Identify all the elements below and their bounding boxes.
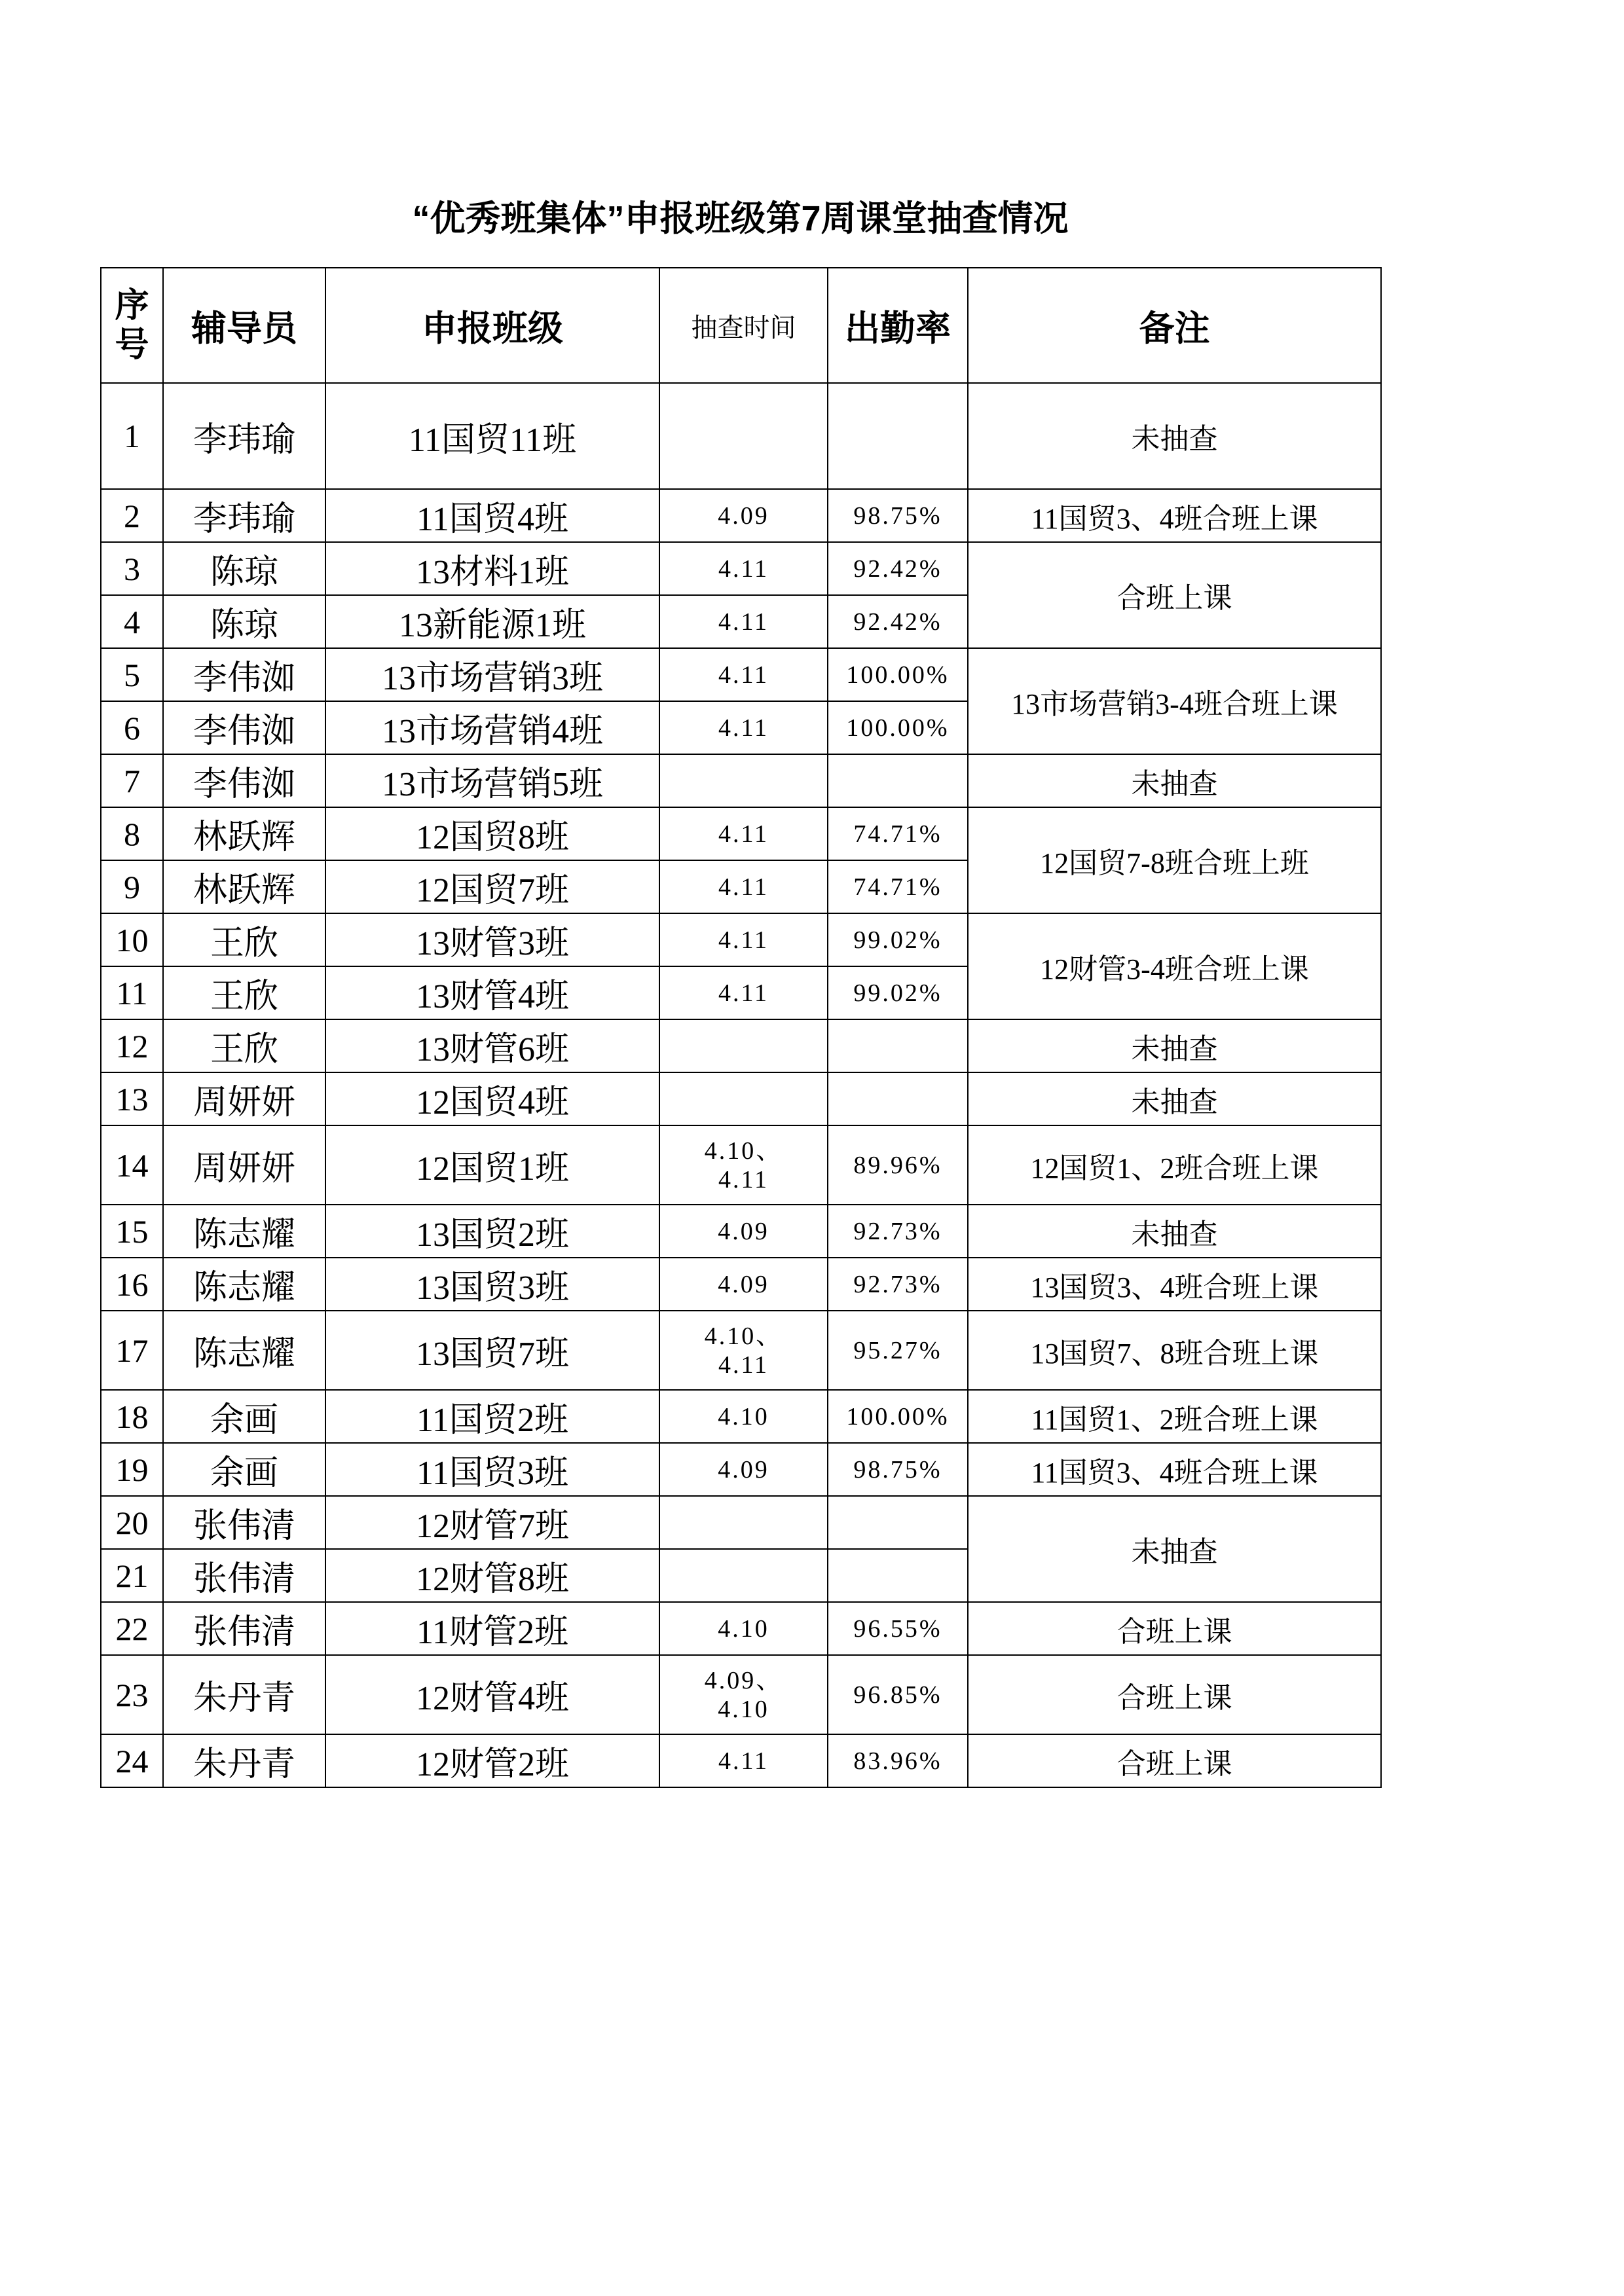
cell-serial-no: 19 xyxy=(101,1443,163,1496)
cell-serial-no: 16 xyxy=(101,1258,163,1311)
cell-check-date: 4.09 xyxy=(659,1205,828,1258)
cell-check-date: 4.11 xyxy=(659,913,828,966)
cell-check-date xyxy=(659,383,828,489)
cell-check-date: 4.11 xyxy=(659,595,828,648)
cell-check-date: 4.10、 4.11 xyxy=(659,1311,828,1390)
table-row xyxy=(101,1390,1381,1443)
cell-class: 13材料1班 xyxy=(325,542,659,595)
cell-serial-no: 15 xyxy=(101,1205,163,1258)
cell-attendance-rate: 100.00% xyxy=(828,648,968,701)
table-row xyxy=(101,1311,1381,1390)
cell-counselor: 周妍妍 xyxy=(163,1125,325,1205)
inspection-table xyxy=(100,267,1382,1788)
cell-attendance-rate: 74.71% xyxy=(828,860,968,913)
cell-serial-no: 8 xyxy=(101,807,163,860)
cell-check-date xyxy=(659,1019,828,1072)
cell-attendance-rate xyxy=(828,383,968,489)
table-row xyxy=(101,1072,1381,1125)
cell-serial-no: 12 xyxy=(101,1019,163,1072)
cell-class: 12财管7班 xyxy=(325,1496,659,1549)
header-serial-no: 序号 xyxy=(101,268,163,383)
cell-class: 13国贸2班 xyxy=(325,1205,659,1258)
cell-attendance-rate xyxy=(828,1549,968,1602)
table-row xyxy=(101,754,1381,807)
cell-attendance-rate: 100.00% xyxy=(828,701,968,754)
cell-counselor: 陈志耀 xyxy=(163,1311,325,1390)
table-row xyxy=(101,913,1381,966)
table-row xyxy=(101,1602,1381,1655)
cell-counselor: 李玮瑜 xyxy=(163,489,325,542)
cell-check-date: 4.09、 4.10 xyxy=(659,1655,828,1734)
cell-attendance-rate: 92.42% xyxy=(828,595,968,648)
cell-attendance-rate: 92.73% xyxy=(828,1205,968,1258)
cell-serial-no: 18 xyxy=(101,1390,163,1443)
header-class: 申报班级 xyxy=(325,268,659,383)
table-row xyxy=(101,542,1381,595)
cell-serial-no: 17 xyxy=(101,1311,163,1390)
cell-check-date: 4.09 xyxy=(659,1443,828,1496)
cell-attendance-rate xyxy=(828,1496,968,1549)
cell-remark: 13市场营销3-4班合班上课 xyxy=(968,648,1381,754)
cell-class: 12国贸8班 xyxy=(325,807,659,860)
cell-check-date: 4.11 xyxy=(659,542,828,595)
cell-check-date: 4.11 xyxy=(659,966,828,1019)
cell-remark: 13国贸3、4班合班上课 xyxy=(968,1258,1381,1311)
cell-class: 13市场营销3班 xyxy=(325,648,659,701)
cell-counselor: 朱丹青 xyxy=(163,1655,325,1734)
cell-attendance-rate: 83.96% xyxy=(828,1734,968,1787)
cell-remark: 12国贸1、2班合班上课 xyxy=(968,1125,1381,1205)
cell-class: 13新能源1班 xyxy=(325,595,659,648)
cell-counselor: 李伟洳 xyxy=(163,648,325,701)
cell-counselor: 林跃辉 xyxy=(163,807,325,860)
table-row xyxy=(101,1205,1381,1258)
table-row xyxy=(101,1443,1381,1496)
cell-counselor: 张伟清 xyxy=(163,1602,325,1655)
cell-remark: 合班上课 xyxy=(968,1602,1381,1655)
cell-class: 13国贸7班 xyxy=(325,1311,659,1390)
cell-serial-no: 22 xyxy=(101,1602,163,1655)
cell-counselor: 张伟清 xyxy=(163,1496,325,1549)
cell-remark: 合班上课 xyxy=(968,1734,1381,1787)
cell-serial-no: 2 xyxy=(101,489,163,542)
cell-serial-no: 1 xyxy=(101,383,163,489)
cell-counselor: 陈琼 xyxy=(163,542,325,595)
cell-counselor: 余画 xyxy=(163,1390,325,1443)
cell-serial-no: 13 xyxy=(101,1072,163,1125)
cell-counselor: 王欣 xyxy=(163,1019,325,1072)
cell-remark: 未抽查 xyxy=(968,1205,1381,1258)
cell-attendance-rate: 98.75% xyxy=(828,1443,968,1496)
cell-attendance-rate: 96.55% xyxy=(828,1602,968,1655)
cell-attendance-rate: 98.75% xyxy=(828,489,968,542)
cell-class: 13市场营销5班 xyxy=(325,754,659,807)
cell-counselor: 王欣 xyxy=(163,966,325,1019)
cell-check-date xyxy=(659,1549,828,1602)
cell-class: 11国贸3班 xyxy=(325,1443,659,1496)
cell-remark: 12国贸7-8班合班上班 xyxy=(968,807,1381,913)
cell-serial-no: 20 xyxy=(101,1496,163,1549)
cell-attendance-rate: 92.42% xyxy=(828,542,968,595)
cell-check-date: 4.11 xyxy=(659,807,828,860)
cell-class: 12财管8班 xyxy=(325,1549,659,1602)
cell-class: 13财管3班 xyxy=(325,913,659,966)
cell-remark: 11国贸1、2班合班上课 xyxy=(968,1390,1381,1443)
header-check-date: 抽查时间 xyxy=(659,268,828,383)
cell-class: 13国贸3班 xyxy=(325,1258,659,1311)
table-row xyxy=(101,489,1381,542)
cell-attendance-rate: 99.02% xyxy=(828,966,968,1019)
table-row xyxy=(101,1655,1381,1734)
cell-check-date: 4.09 xyxy=(659,1258,828,1311)
page-title: “优秀班集体”申报班级第7周课堂抽查情况 xyxy=(412,199,1069,238)
cell-attendance-rate xyxy=(828,754,968,807)
cell-class: 11国贸11班 xyxy=(325,383,659,489)
table-row xyxy=(101,383,1381,489)
cell-check-date xyxy=(659,1072,828,1125)
cell-check-date: 4.10 xyxy=(659,1602,828,1655)
cell-check-date: 4.10、 4.11 xyxy=(659,1125,828,1205)
cell-attendance-rate xyxy=(828,1072,968,1125)
header-remark: 备注 xyxy=(968,268,1381,383)
cell-serial-no: 9 xyxy=(101,860,163,913)
cell-remark: 未抽查 xyxy=(968,754,1381,807)
cell-class: 11财管2班 xyxy=(325,1602,659,1655)
table-row xyxy=(101,807,1381,860)
cell-check-date: 4.11 xyxy=(659,1734,828,1787)
cell-counselor: 朱丹青 xyxy=(163,1734,325,1787)
cell-counselor: 李玮瑜 xyxy=(163,383,325,489)
cell-serial-no: 21 xyxy=(101,1549,163,1602)
cell-counselor: 周妍妍 xyxy=(163,1072,325,1125)
cell-check-date xyxy=(659,1496,828,1549)
cell-class: 13财管6班 xyxy=(325,1019,659,1072)
table-row xyxy=(101,1125,1381,1205)
cell-remark: 未抽查 xyxy=(968,1019,1381,1072)
cell-attendance-rate: 100.00% xyxy=(828,1390,968,1443)
cell-class: 12国贸7班 xyxy=(325,860,659,913)
cell-remark: 11国贸3、4班合班上课 xyxy=(968,489,1381,542)
cell-class: 12财管4班 xyxy=(325,1655,659,1734)
table-row xyxy=(101,1496,1381,1549)
table-row xyxy=(101,648,1381,701)
cell-counselor: 陈琼 xyxy=(163,595,325,648)
cell-remark: 12财管3-4班合班上课 xyxy=(968,913,1381,1019)
cell-class: 13市场营销4班 xyxy=(325,701,659,754)
cell-serial-no: 6 xyxy=(101,701,163,754)
cell-check-date: 4.11 xyxy=(659,648,828,701)
cell-remark: 合班上课 xyxy=(968,1655,1381,1734)
cell-counselor: 李伟洳 xyxy=(163,701,325,754)
cell-check-date: 4.10 xyxy=(659,1390,828,1443)
cell-counselor: 李伟洳 xyxy=(163,754,325,807)
cell-attendance-rate xyxy=(828,1019,968,1072)
cell-attendance-rate: 99.02% xyxy=(828,913,968,966)
cell-serial-no: 14 xyxy=(101,1125,163,1205)
cell-attendance-rate: 74.71% xyxy=(828,807,968,860)
cell-counselor: 陈志耀 xyxy=(163,1258,325,1311)
cell-attendance-rate: 96.85% xyxy=(828,1655,968,1734)
cell-serial-no: 10 xyxy=(101,913,163,966)
cell-class: 12国贸1班 xyxy=(325,1125,659,1205)
cell-serial-no: 3 xyxy=(101,542,163,595)
cell-remark: 未抽查 xyxy=(968,383,1381,489)
header-attendance-rate: 出勤率 xyxy=(828,268,968,383)
cell-serial-no: 23 xyxy=(101,1655,163,1734)
table-row xyxy=(101,1019,1381,1072)
cell-class: 12国贸4班 xyxy=(325,1072,659,1125)
cell-remark: 未抽查 xyxy=(968,1072,1381,1125)
cell-remark: 13国贸7、8班合班上课 xyxy=(968,1311,1381,1390)
cell-serial-no: 11 xyxy=(101,966,163,1019)
cell-remark: 未抽查 xyxy=(968,1496,1381,1602)
cell-counselor: 张伟清 xyxy=(163,1549,325,1602)
cell-check-date: 4.09 xyxy=(659,489,828,542)
cell-remark: 11国贸3、4班合班上课 xyxy=(968,1443,1381,1496)
cell-remark: 合班上课 xyxy=(968,542,1381,648)
cell-serial-no: 7 xyxy=(101,754,163,807)
cell-serial-no: 4 xyxy=(101,595,163,648)
cell-serial-no: 24 xyxy=(101,1734,163,1787)
cell-class: 11国贸4班 xyxy=(325,489,659,542)
cell-check-date: 4.11 xyxy=(659,701,828,754)
cell-check-date: 4.11 xyxy=(659,860,828,913)
cell-serial-no: 5 xyxy=(101,648,163,701)
table-row xyxy=(101,1734,1381,1787)
header-counselor: 辅导员 xyxy=(163,268,325,383)
header-row xyxy=(101,268,1381,383)
cell-class: 12财管2班 xyxy=(325,1734,659,1787)
cell-attendance-rate: 92.73% xyxy=(828,1258,968,1311)
cell-counselor: 余画 xyxy=(163,1443,325,1496)
cell-counselor: 王欣 xyxy=(163,913,325,966)
cell-class: 13财管4班 xyxy=(325,966,659,1019)
cell-counselor: 林跃辉 xyxy=(163,860,325,913)
cell-class: 11国贸2班 xyxy=(325,1390,659,1443)
cell-attendance-rate: 89.96% xyxy=(828,1125,968,1205)
cell-counselor: 陈志耀 xyxy=(163,1205,325,1258)
cell-attendance-rate: 95.27% xyxy=(828,1311,968,1390)
table-row xyxy=(101,1258,1381,1311)
cell-check-date xyxy=(659,754,828,807)
